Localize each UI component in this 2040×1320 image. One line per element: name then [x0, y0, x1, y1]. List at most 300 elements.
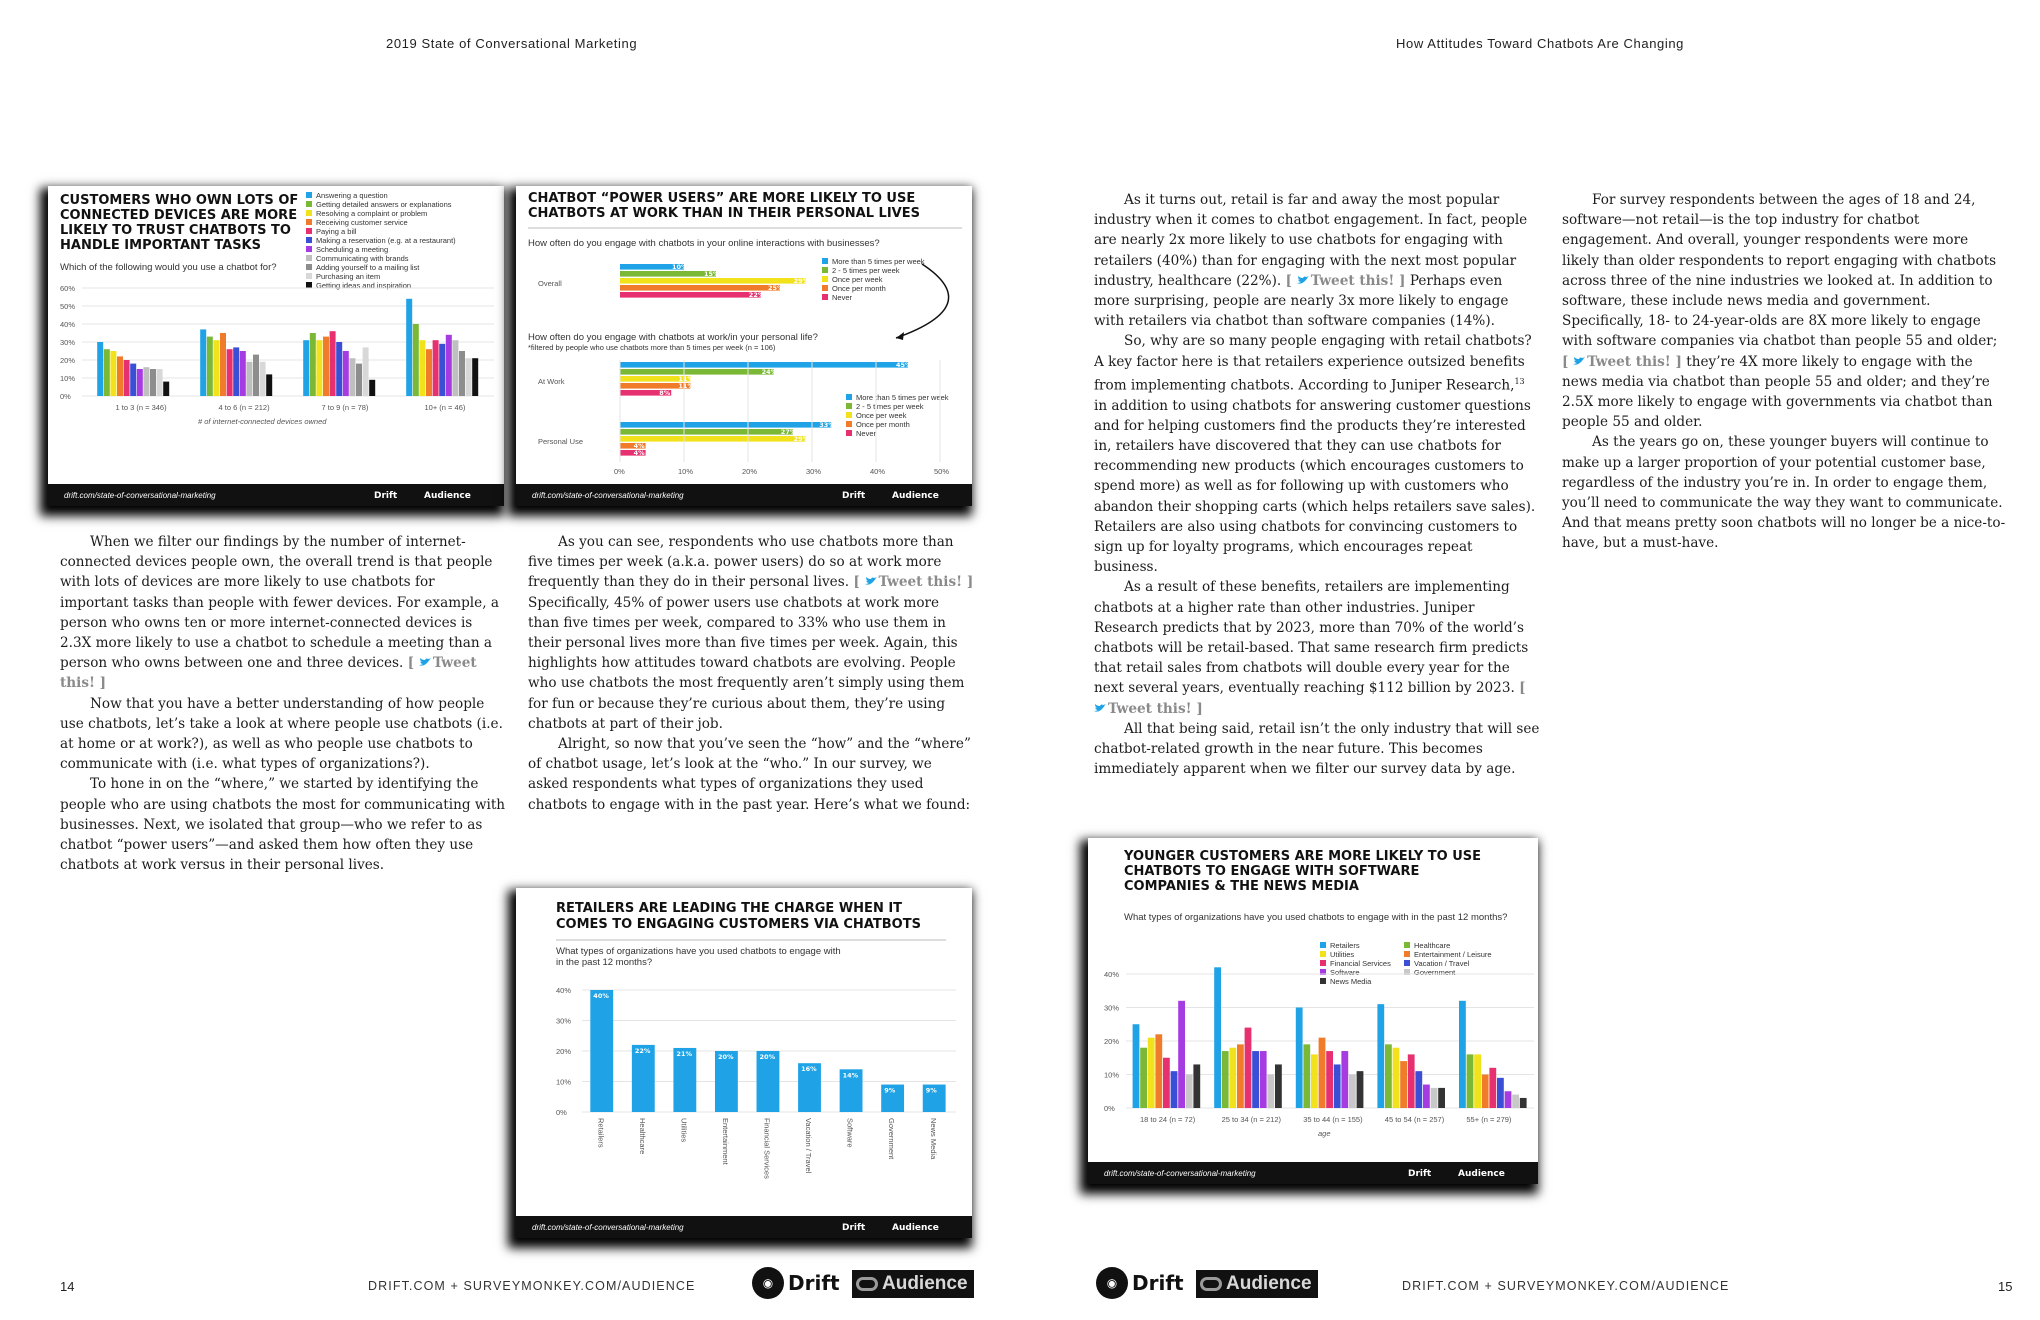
bar: [207, 337, 213, 396]
cloud-icon: [856, 1277, 878, 1291]
y-tick-label: 0%: [556, 1108, 567, 1117]
bar: [1260, 1051, 1267, 1108]
paragraph-text: As a result of these benefits, retailers are implementing chatbots at a higher rate than other industries. Juniper Research predicts that by 2023, more than 70% of the world’s chatbots will be retail-based. That same research firm predicts that retail sales from chatbots will double every year for the next several years, eventually reaching $112 billion by 2023.: [1094, 579, 1529, 697]
chart-power-users-svg: [516, 186, 972, 506]
data-label: 21%: [676, 1049, 692, 1058]
bar: [330, 331, 336, 396]
bar: [590, 990, 613, 1112]
data-label: 15%: [704, 270, 720, 278]
chart-source: drift.com/state-of-conversational-marketing: [64, 491, 216, 500]
data-label: 25%: [768, 284, 784, 292]
bar: [1163, 1058, 1170, 1108]
chart-younger-svg: [1088, 838, 1538, 1184]
cloud-icon: [1200, 1277, 1222, 1291]
legend-label: Software: [1330, 968, 1360, 977]
bar: [1193, 1064, 1200, 1108]
chart-source: drift.com/state-of-conversational-marketing: [532, 491, 684, 500]
legend-label: Utilities: [1330, 950, 1355, 959]
data-label: 14%: [842, 1071, 859, 1080]
legend-label: Getting detailed answers or explanations: [316, 200, 452, 209]
chart-retailers-svg: [516, 888, 972, 1238]
legend-swatch: [846, 412, 852, 418]
bar: [1155, 1034, 1162, 1108]
legend-swatch: [306, 264, 312, 270]
legend-label: Answering a question: [316, 191, 388, 200]
column-2-text: [528, 532, 974, 815]
bar: [1341, 1051, 1348, 1108]
bar: [246, 362, 252, 396]
bar: [1512, 1095, 1519, 1108]
bar: [620, 362, 908, 368]
bar: [1377, 1004, 1384, 1108]
y-tick-label: 20%: [556, 1047, 572, 1056]
x-tick-label: Vacation / Travel: [804, 1118, 814, 1174]
x-tick-label: 45 to 54 (n = 257): [1384, 1115, 1445, 1124]
bar: [1237, 1044, 1244, 1108]
chart-title: CONNECTED DEVICES ARE MORE: [60, 208, 298, 223]
legend-swatch: [1404, 951, 1410, 957]
legend-label: Never: [832, 293, 853, 302]
bar: [1245, 1028, 1252, 1108]
data-label: 29%: [793, 277, 810, 285]
bar: [452, 340, 458, 396]
legend-label: More than 5 times per week: [856, 393, 949, 402]
bar: [143, 367, 149, 396]
chart-question: in the past 12 months?: [556, 957, 653, 968]
bar: [1303, 1044, 1310, 1108]
legend-swatch: [822, 258, 828, 264]
bar: [110, 351, 116, 396]
bar: [369, 380, 375, 396]
bar: [1148, 1038, 1155, 1108]
twitter-icon: [1094, 704, 1106, 713]
y-tick-label: 60%: [60, 284, 76, 293]
bar: [260, 362, 266, 396]
data-label: 22%: [748, 291, 765, 299]
chart-title: HANDLE IMPORTANT TASKS: [60, 238, 261, 253]
legend-swatch: [822, 276, 828, 282]
x-tick-label: News Media: [928, 1118, 938, 1160]
bar: [1326, 1051, 1333, 1108]
bar: [1423, 1085, 1430, 1108]
legend-label: Retailers: [1330, 941, 1360, 950]
bar: [1296, 1008, 1303, 1109]
paragraph-text: As it turns out, retail is far and away the most popular industry when it comes to chatbot engagement. In fact, people are nearly 2x more likely to use chatbots for engaging with retailers (40%) than for engaging with the next most popular industry, healthcare (22%).: [1094, 192, 1528, 289]
y-tick-label: 50%: [60, 302, 76, 311]
tweet-label: Tweet this!: [60, 655, 477, 692]
legend-swatch: [822, 294, 828, 300]
running-head-right: How Attitudes Toward Chatbots Are Changing: [1396, 36, 1685, 51]
bar: [316, 340, 322, 396]
y-tick-label: 20%: [60, 356, 76, 365]
bar: [632, 1045, 655, 1112]
drift-logo-right: [1096, 1266, 1184, 1300]
chart-footer-drift: Drift: [842, 1223, 866, 1233]
bar: [1319, 1038, 1326, 1108]
legend-label: Once per month: [856, 420, 910, 429]
x-tick-label: 7 to 9 (n = 78): [321, 403, 369, 412]
audience-wordmark: Audience: [1226, 1273, 1312, 1294]
paragraph: [1094, 577, 1540, 718]
data-label: 16%: [801, 1065, 817, 1074]
bar: [620, 436, 806, 442]
bar: [1520, 1098, 1527, 1108]
bar: [1393, 1048, 1400, 1108]
legend-label: News Media: [1330, 977, 1372, 986]
legend-label: Entertainment / Leisure: [1414, 950, 1492, 959]
row-label: Personal Use: [538, 437, 584, 446]
data-label: 22%: [634, 1046, 651, 1055]
audience-wordmark: Audience: [882, 1273, 968, 1294]
chart-title: RETAILERS ARE LEADING THE CHARGE WHEN IT: [556, 901, 903, 916]
row-label: Overall: [538, 279, 562, 288]
y-tick-label: 30%: [60, 338, 76, 347]
legend-label: Adding yourself to a mailing list: [316, 263, 420, 272]
y-tick-label: 20%: [1104, 1037, 1120, 1046]
bar: [1311, 1054, 1318, 1108]
x-tick-label: Healthcare: [637, 1118, 647, 1155]
bar: [1214, 967, 1221, 1108]
bar: [1385, 1044, 1392, 1108]
bar: [1140, 1048, 1147, 1108]
legend-swatch: [306, 255, 312, 261]
bar: [1459, 1001, 1466, 1108]
x-tick-label: 1 to 3 (n = 346): [115, 403, 167, 412]
legend-swatch: [1404, 960, 1410, 966]
legend-label: Vacation / Travel: [1414, 959, 1470, 968]
legend-label: Healthcare: [1414, 941, 1451, 950]
column-3-text: [1094, 190, 1540, 779]
y-tick-label: 40%: [1104, 970, 1120, 979]
bar: [200, 329, 206, 396]
legend-swatch: [846, 430, 852, 436]
bar: [97, 342, 103, 396]
legend-label: Government: [1414, 968, 1456, 977]
data-label: 40%: [593, 992, 609, 1000]
bar: [137, 369, 143, 396]
tweet-label: Tweet this!: [878, 574, 963, 591]
bar: [303, 340, 309, 396]
paragraph: Alright, so now that you’ve seen the “how” and the “where” of chatbot usage, let’s look at the “who.” In our survey, we asked respondents what types of organizations they used chatbots to engage with in the past year. Here’s what we found:: [528, 736, 971, 813]
legend-swatch: [306, 219, 312, 225]
y-tick-label: 30%: [556, 1016, 572, 1026]
arrow-head: [896, 332, 904, 340]
bar: [620, 271, 716, 277]
bar: [124, 360, 130, 396]
bar: [1171, 1071, 1178, 1108]
bar: [1415, 1071, 1422, 1108]
legend-label: Once per week: [856, 411, 907, 420]
chart-title: COMPANIES & THE NEWS MEDIA: [1124, 879, 1359, 894]
bar: [233, 347, 239, 396]
chart-footer-audience: Audience: [892, 1223, 939, 1233]
x-tick-label: 10%: [678, 467, 694, 476]
bar: [310, 333, 316, 396]
legend-swatch: [306, 246, 312, 252]
bar: [1186, 1075, 1193, 1109]
bar: [472, 358, 478, 396]
y-tick-label: 30%: [1104, 1003, 1120, 1013]
bar: [620, 429, 793, 435]
bar: [466, 358, 472, 396]
paragraph: [528, 532, 974, 734]
footnote-ref: 13: [1514, 376, 1525, 386]
twitter-icon: [865, 577, 877, 586]
bar: [213, 340, 219, 396]
bar: [620, 422, 831, 428]
chart-footer-audience: Audience: [424, 491, 471, 501]
legend-label: 2 - 5 times per week: [832, 266, 900, 275]
legend-label: Scheduling a meeting: [316, 245, 389, 254]
paragraph: All that being said, retail isn’t the only industry that will see chatbot-related growth in the near future. This becomes immediately apparent when we filter our survey data by age.: [1094, 720, 1540, 778]
paragraph-text: Specifically, 45% of power users use chatbots at work more than five times per week, compared to 33% who use them in their personal lives more than five times per week. Again, this highlights how attitudes toward chatbots are evolving. People who use chatbots the most frequently aren’t simply using them for fun or because they’re curious about them, they’re using chatbots at part of their job.: [528, 594, 965, 732]
paragraph: [60, 532, 506, 694]
legend-swatch: [306, 210, 312, 216]
bar: [240, 351, 246, 396]
paragraph-text: Perhaps even more surprising, people are nearly 3x more likely to engage with retailers via chatbot than software companies (14%).: [1094, 272, 1509, 330]
bar: [1133, 1024, 1140, 1108]
bar: [1267, 1075, 1274, 1109]
legend-swatch: [822, 285, 828, 291]
x-tick-label: Government: [887, 1118, 897, 1160]
x-tick-label: Retailers: [596, 1118, 606, 1148]
page-number-right: 15: [1998, 1279, 2013, 1294]
bar: [1178, 1001, 1185, 1108]
bar: [620, 292, 761, 298]
twitter-icon: [419, 658, 431, 667]
chart-younger-customers: [1088, 838, 1538, 1184]
x-tick-label: 40%: [870, 467, 886, 476]
x-tick-label: 18 to 24 (n = 72): [1140, 1115, 1196, 1124]
paragraph: [1562, 190, 2008, 432]
paragraph-text: For survey respondents between the ages of 18 and 24, software—not retail—is the top industry for chatbot engagement. And overall, younger respondents were more likely than older respondents to report engaging with chatbots across three of the nine industries we looked at. In addition to software, these include news media and government. Specifically, 18- to 24-year-olds are 8X more likely to engage with software companies via chatbot than people 55 and older;: [1562, 192, 1998, 350]
bar: [1438, 1088, 1445, 1108]
bar: [1349, 1075, 1356, 1109]
arrow-connector: [896, 264, 949, 338]
legend-label: Financial Services: [1330, 959, 1391, 968]
chart-title: CHATBOTS TO ENGAGE WITH SOFTWARE: [1124, 864, 1420, 879]
tweet-label: Tweet this!: [1587, 353, 1671, 370]
x-tick-label: Entertainment: [720, 1118, 730, 1165]
y-tick-label: 10%: [60, 374, 76, 383]
bar: [117, 356, 123, 396]
x-tick-label: Financial Services: [762, 1118, 772, 1179]
bar: [1222, 1051, 1229, 1108]
y-tick-label: 10%: [1104, 1070, 1120, 1080]
audience-logo-left: [852, 1270, 974, 1298]
twitter-icon: [1297, 276, 1309, 285]
legend-swatch: [1404, 942, 1410, 948]
data-label: 33%: [819, 421, 835, 429]
y-tick-label: 0%: [1104, 1104, 1115, 1113]
data-label: 9%: [884, 1086, 896, 1095]
paragraph: [1094, 331, 1540, 577]
paragraph: Now that you have a better understanding of how people use chatbots, let’s take a look at where people use chatbots (i.e. at home or at work?), as well as who people use chatbots to communicate with (i.e. what types of organizations?).: [60, 695, 503, 773]
legend-label: 2 - 5 times per week: [856, 402, 924, 411]
footer-url-left: DRIFT.COM + SURVEYMONKEY.COM/AUDIENCE: [368, 1279, 696, 1293]
legend-label: Paying a bill: [316, 227, 357, 236]
bar: [1505, 1091, 1512, 1108]
chart-question-2: How often do you engage with chatbots at work/in your personal life?: [528, 332, 818, 343]
legend-label: Making a reservation (e.g. at a restaurant): [316, 236, 456, 245]
legend-label: Never: [856, 429, 877, 438]
bar: [446, 335, 452, 396]
tweet-link[interactable]: [ Tweet this! ]: [60, 655, 477, 692]
bar: [419, 340, 425, 396]
x-axis-label: # of internet-connected devices owned: [198, 417, 327, 426]
bar: [413, 324, 419, 396]
bar: [349, 358, 355, 396]
bar: [343, 351, 349, 396]
legend-label: Getting ideas and inspiration: [316, 281, 412, 290]
bar: [1408, 1054, 1415, 1108]
chart-retailers: [516, 888, 972, 1238]
paragraph-text: in addition to using chatbots for answering customer questions and for helping customers find the products they’re interested in, retailers have discovered that they can use chatbots for recommending new products (which encourages customers to spend more) as well as for following up with customers who abandon their shopping carts (which helps retailers save sales). Retailers are also using chatbots for convincing customers to sign up for loyalty programs, which encourages repeat business.: [1094, 397, 1536, 576]
chart-question: What types of organizations have you used chatbots to engage with: [556, 946, 841, 957]
tweet-link[interactable]: [ Tweet this! ]: [1285, 272, 1406, 289]
chart-title: CHATBOT “POWER USERS” ARE MORE LIKELY TO USE: [528, 191, 916, 206]
drift-mark-icon: ◉: [1096, 1267, 1128, 1299]
audience-logo-right: [1196, 1270, 1318, 1298]
drift-logo-left: [752, 1266, 840, 1300]
legend-swatch: [846, 403, 852, 409]
x-axis-label: age: [1318, 1129, 1331, 1138]
data-label: 20%: [759, 1053, 776, 1061]
bar: [163, 382, 169, 396]
chart-question-1: How often do you engage with chatbots in your online interactions with businesses?: [528, 238, 880, 249]
chart-title: CHATBOTS AT WORK THAN IN THEIR PERSONAL LIVES: [528, 206, 920, 221]
x-tick-label: 25 to 34 (n = 212): [1221, 1115, 1282, 1124]
bar: [104, 349, 110, 396]
bar: [336, 342, 342, 396]
chart-footer-audience: Audience: [1458, 1169, 1505, 1179]
paragraph-text: As you can see, respondents who use chatbots more than five times per week (a.k.a. power users) do so at work more frequently than they do in their personal lives.: [528, 534, 954, 591]
legend-swatch: [306, 237, 312, 243]
chart-question-2-note: *filtered by people who use chatbots more than 5 times per week (n = 106): [528, 343, 776, 352]
tweet-link[interactable]: [ Tweet this! ]: [853, 574, 974, 591]
x-tick-label: 55+ (n = 279): [1466, 1115, 1512, 1124]
legend-swatch: [846, 421, 852, 427]
data-label: 4%: [633, 449, 645, 457]
data-label: 29%: [793, 435, 810, 443]
data-label: 8%: [659, 389, 671, 397]
chart-title: YOUNGER CUSTOMERS ARE MORE LIKELY TO USE: [1124, 849, 1482, 864]
legend-swatch: [822, 267, 828, 273]
bar: [150, 369, 156, 396]
paragraph-text: So, why are so many people engaging with retail chatbots? A key factor here is that retailers experience outsized benefits from implementing chatbots. According to Juniper Research,: [1094, 333, 1532, 394]
bar: [253, 355, 259, 396]
bar: [1467, 1054, 1474, 1108]
bar: [406, 299, 412, 396]
bar: [1431, 1088, 1438, 1108]
paragraph: To hone in on the “where,” we started by identifying the people who are using chatbots the most for communicating with businesses. Next, we isolated that group—who we refer to as chatbot “power users”—and asked them how often they use chatbots at work versus in their personal lives.: [60, 776, 506, 874]
bar: [363, 347, 369, 396]
bar: [227, 349, 233, 396]
chart-question: What types of organizations have you used chatbots to engage with in the past 12 months?: [1124, 912, 1508, 923]
bar: [1482, 1075, 1489, 1109]
data-label: 24%: [761, 368, 778, 376]
chart-footer-audience: Audience: [892, 491, 939, 501]
data-label: 10%: [672, 263, 688, 271]
x-tick-label: 4 to 6 (n = 212): [218, 403, 270, 412]
bar: [620, 369, 774, 375]
legend-swatch: [1320, 951, 1326, 957]
legend-swatch: [306, 201, 312, 207]
data-label: 27%: [780, 428, 797, 436]
chart-devices-trust: [48, 186, 504, 506]
bar: [157, 369, 163, 396]
chart-question: Which of the following would you use a chatbot for?: [60, 262, 277, 273]
legend-label: Purchasing an item: [316, 272, 381, 281]
y-tick-label: 0%: [60, 392, 71, 401]
running-head-left: 2019 State of Conversational Marketing: [386, 36, 638, 51]
row-label: At Work: [538, 377, 565, 386]
twitter-icon: [1573, 357, 1585, 366]
footer-url-right: DRIFT.COM + SURVEYMONKEY.COM/AUDIENCE: [1402, 1279, 1730, 1293]
drift-wordmark: Drift: [1132, 1271, 1184, 1295]
drift-mark-icon: ◉: [752, 1267, 784, 1299]
column-1-text: [60, 532, 506, 875]
legend-label: More than 5 times per week: [832, 257, 925, 266]
data-label: 20%: [717, 1053, 734, 1061]
bar: [323, 337, 329, 396]
column-4-text: [1562, 190, 2008, 554]
x-tick-label: 30%: [806, 467, 822, 476]
tweet-link[interactable]: [ Tweet this! ]: [1094, 680, 1526, 716]
legend-label: Once per week: [832, 275, 883, 284]
bar: [1229, 1048, 1236, 1108]
chart-title: CUSTOMERS WHO OWN LOTS OF: [60, 193, 299, 208]
tweet-label: Tweet this!: [1310, 272, 1395, 289]
chart-power-users: [516, 186, 972, 506]
tweet-label: Tweet this!: [1108, 700, 1192, 717]
legend-swatch: [306, 282, 312, 288]
bar: [1497, 1078, 1504, 1108]
legend-label: Once per month: [832, 284, 886, 293]
x-tick-label: 10+ (n = 46): [424, 403, 466, 412]
bar: [1275, 1064, 1282, 1108]
chart-source: drift.com/state-of-conversational-marketing: [532, 1223, 684, 1232]
y-tick-label: 10%: [556, 1077, 572, 1087]
legend-label: Resolving a complaint or problem: [316, 209, 428, 218]
chart-footer-drift: Drift: [374, 491, 398, 501]
paragraph: [1094, 190, 1540, 331]
data-label: 45%: [896, 361, 912, 369]
paragraph-text: When we filter our findings by the number of internet-connected devices people own, the overall trend is that people with lots of devices are more likely to use chatbots for important tasks than people with fewer devices. For example, a person who owns ten or more internet-connected devices is 2.3X more likely to use a chatbot to schedule a meeting than a person who owns between one and three devices.: [60, 534, 499, 672]
legend-swatch: [306, 192, 312, 198]
x-tick-label: Utilities: [679, 1118, 689, 1143]
legend-swatch: [306, 273, 312, 279]
legend-swatch: [846, 394, 852, 400]
legend-label: Communicating with brands: [316, 254, 409, 263]
y-tick-label: 40%: [556, 986, 572, 995]
tweet-link[interactable]: [ Tweet this! ]: [1562, 353, 1682, 370]
bar: [266, 374, 272, 396]
bar: [1400, 1061, 1407, 1108]
chart-footer-drift: Drift: [1408, 1169, 1432, 1179]
x-tick-label: 35 to 44 (n = 155): [1303, 1115, 1363, 1124]
bar: [1357, 1071, 1364, 1108]
chart-title: LIKELY TO TRUST CHATBOTS TO: [60, 223, 291, 238]
drift-wordmark: Drift: [788, 1271, 840, 1295]
bar: [1252, 1051, 1259, 1108]
page-number-left: 14: [60, 1279, 75, 1294]
legend-label: Receiving customer service: [316, 218, 408, 227]
bar: [620, 285, 780, 291]
chart-source: drift.com/state-of-conversational-marketing: [1104, 1169, 1256, 1178]
bar: [620, 278, 806, 284]
data-label: 4%: [633, 442, 645, 450]
